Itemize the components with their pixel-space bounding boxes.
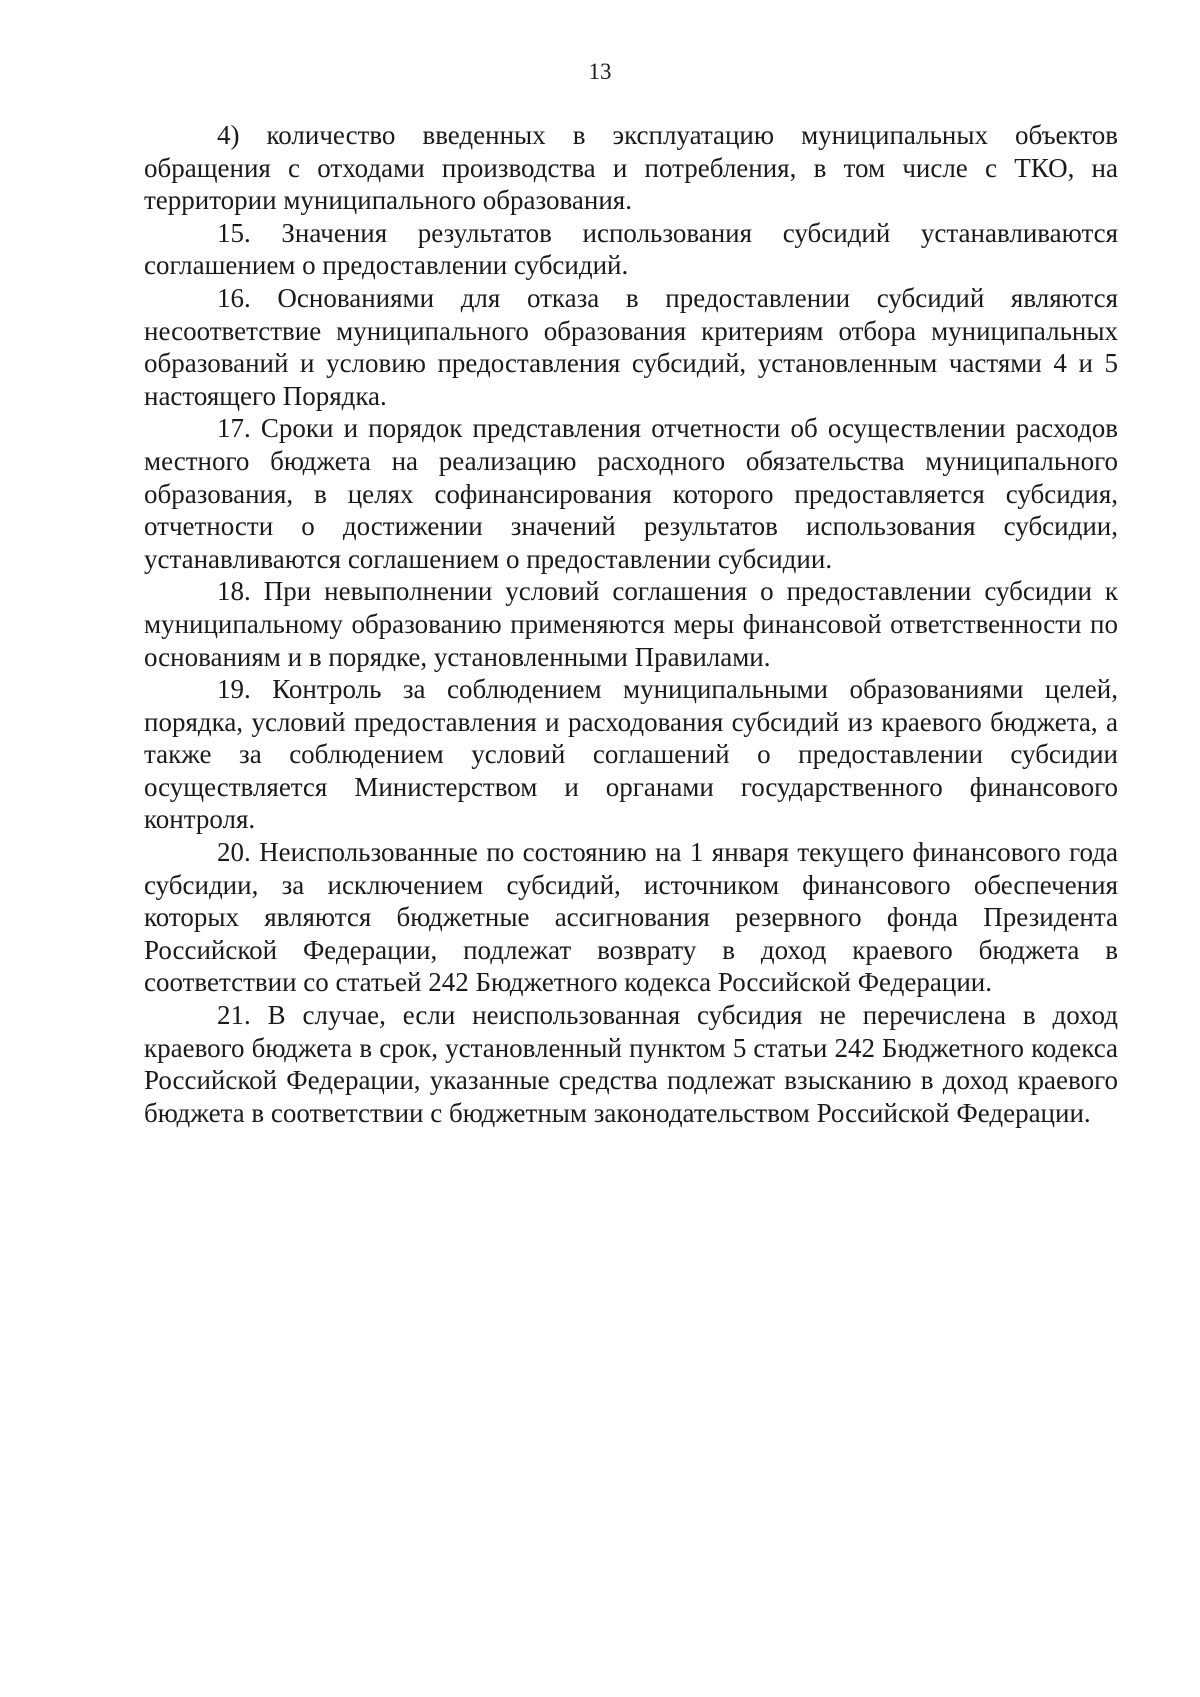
- paragraph-20: 20. Неиспользованные по состоянию на 1 января текущего финансового года субсидии, за исключением субсидий, источником финансового обеспечения которых являются бюджетные ассигнования резервного фонда Президента Российской Федерации, подлежат возврату в доход краевого бюджета в соответствии со статьей 242 Бюджетного кодекса Российской Федерации.: [144, 837, 1118, 998]
- paragraph-16: 16. Основаниями для отказа в предоставлении субсидий являются несоответствие муниципального образования критериям отбора муниципальных образований и условию предоставления субсидий, установленным частями 4 и 5 настоящего Порядка.: [144, 282, 1118, 411]
- paragraph-19: 19. Контроль за соблюдением муниципальными образованиями целей, порядка, условий предоставления и расходования субсидий из краевого бюджета, а также за соблюдением условий соглашений о предоставлении субсидии осуществляется Министерством и органами государственного финансового контроля.: [144, 674, 1118, 835]
- document-body: [144, 119, 1118, 1129]
- paragraph-18: 18. При невыполнении условий соглашения о предоставлении субсидии к муниципальному образованию применяются меры финансовой ответственности по основаниям и в порядке, установленными Правилами.: [144, 576, 1118, 672]
- paragraph-17: 17. Сроки и порядок представления отчетности об осуществлении расходов местного бюджета на реализацию расходного обязательства муниципального образования, в целях софинансирования которого предоставляется субсидия, отчетности о достижении значений результатов использования субсидии, устанавливаются соглашением о предоставлении субсидии.: [144, 413, 1118, 574]
- page-number: 13: [588, 59, 612, 84]
- paragraph-15: 15. Значения результатов использования субсидий устанавливаются соглашением о предоставлении субсидий.: [144, 217, 1118, 281]
- paragraph-item-4: 4) количество введенных в эксплуатацию муниципальных объектов обращения с отходами производства и потребления, в том числе с ТКО, на территории муниципального образования.: [144, 120, 1118, 216]
- paragraph-21: 21. В случае, если неиспользованная субсидия не перечислена в доход краевого бюджета в срок, установленный пунктом 5 статьи 242 Бюджетного кодекса Российской Федерации, указанные средства подлежат взысканию в доход краевого бюджета в соответствии с бюджетным законодательством Российской Федерации.: [144, 1000, 1118, 1128]
